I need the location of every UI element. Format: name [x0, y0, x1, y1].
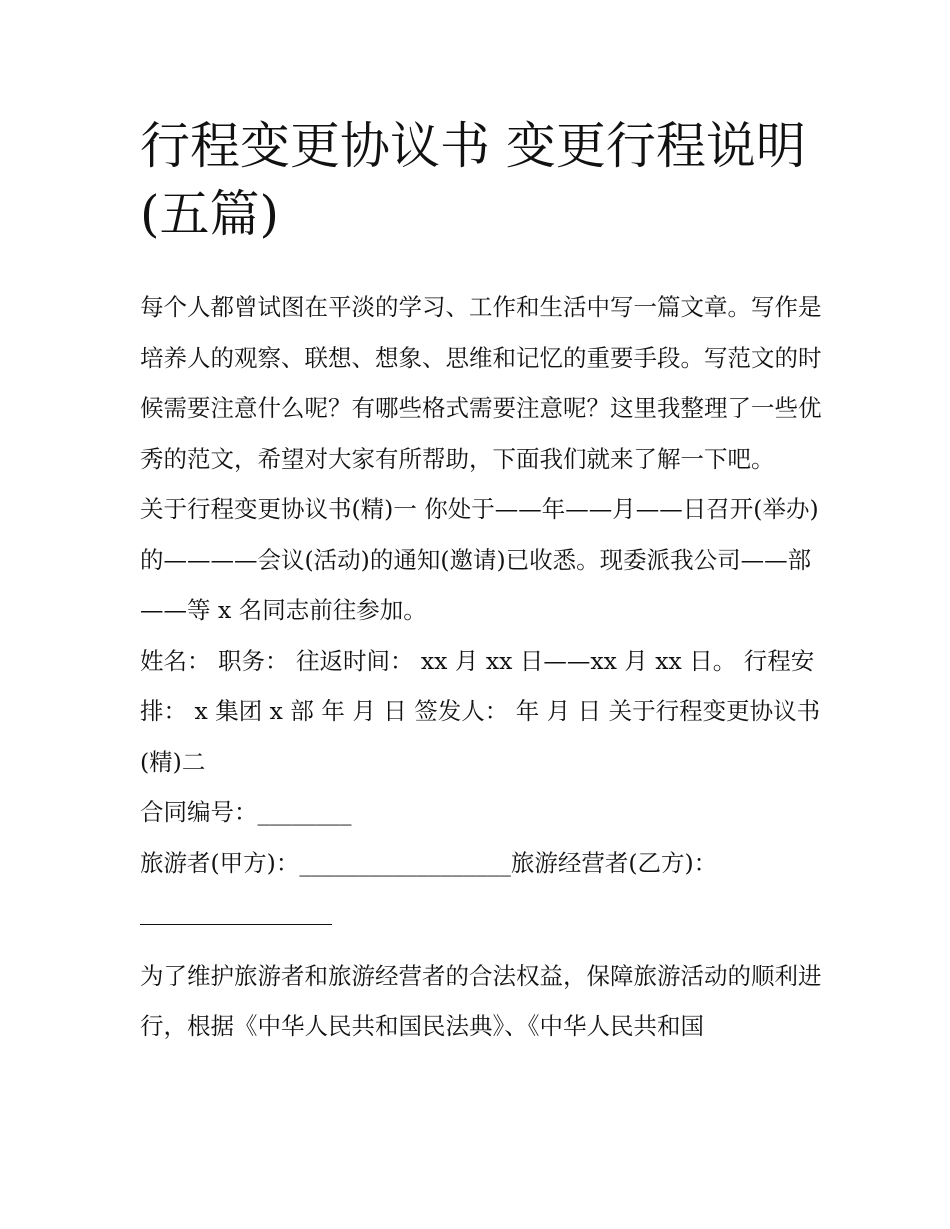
- contract-number-line: 合同编号：________: [140, 798, 352, 826]
- closing-paragraph: 为了维护旅游者和旅游经营者的合法权益，保障旅游活动的顺利进行，根据《中华人民共和国民法典》、《中华人民共和国: [140, 961, 822, 1040]
- blank-underline: [140, 924, 332, 925]
- document-body: [140, 282, 830, 1052]
- document-title: 行程变更协议书 变更行程说明(五篇): [140, 117, 806, 243]
- section-one-detail-paragraph: 姓名： 职务： 往返时间： xx 月 xx 日——xx 月 xx 日。 行程安排： x 集团 x 部 年 月 日 签发人： 年 月 日 关于行程变更协议书(精)二: [140, 646, 821, 776]
- intro-paragraph: 每个人都曾试图在平淡的学习、工作和生活中写一篇文章。写作是培养人的观察、联想、想象、思维和记忆的重要手段。写范文的时候需要注意什么呢？有哪些格式需要注意呢？这里我整理了一些优秀的范文，希望对大家有所帮助，下面我们就来了解一下吧。: [140, 293, 822, 473]
- parties-line: 旅游者(甲方)：__________________旅游经营者(乙方)：: [140, 848, 718, 877]
- signature-blank-line: [140, 888, 830, 939]
- section-one-paragraph: 关于行程变更协议书(精)一 你处于——年——月——日召开(举办)的————会议(活动)的通知(邀请)已收悉。现委派我公司——部——等 x 名同志前往参加。: [140, 495, 819, 624]
- paragraph-gap: [140, 939, 830, 951]
